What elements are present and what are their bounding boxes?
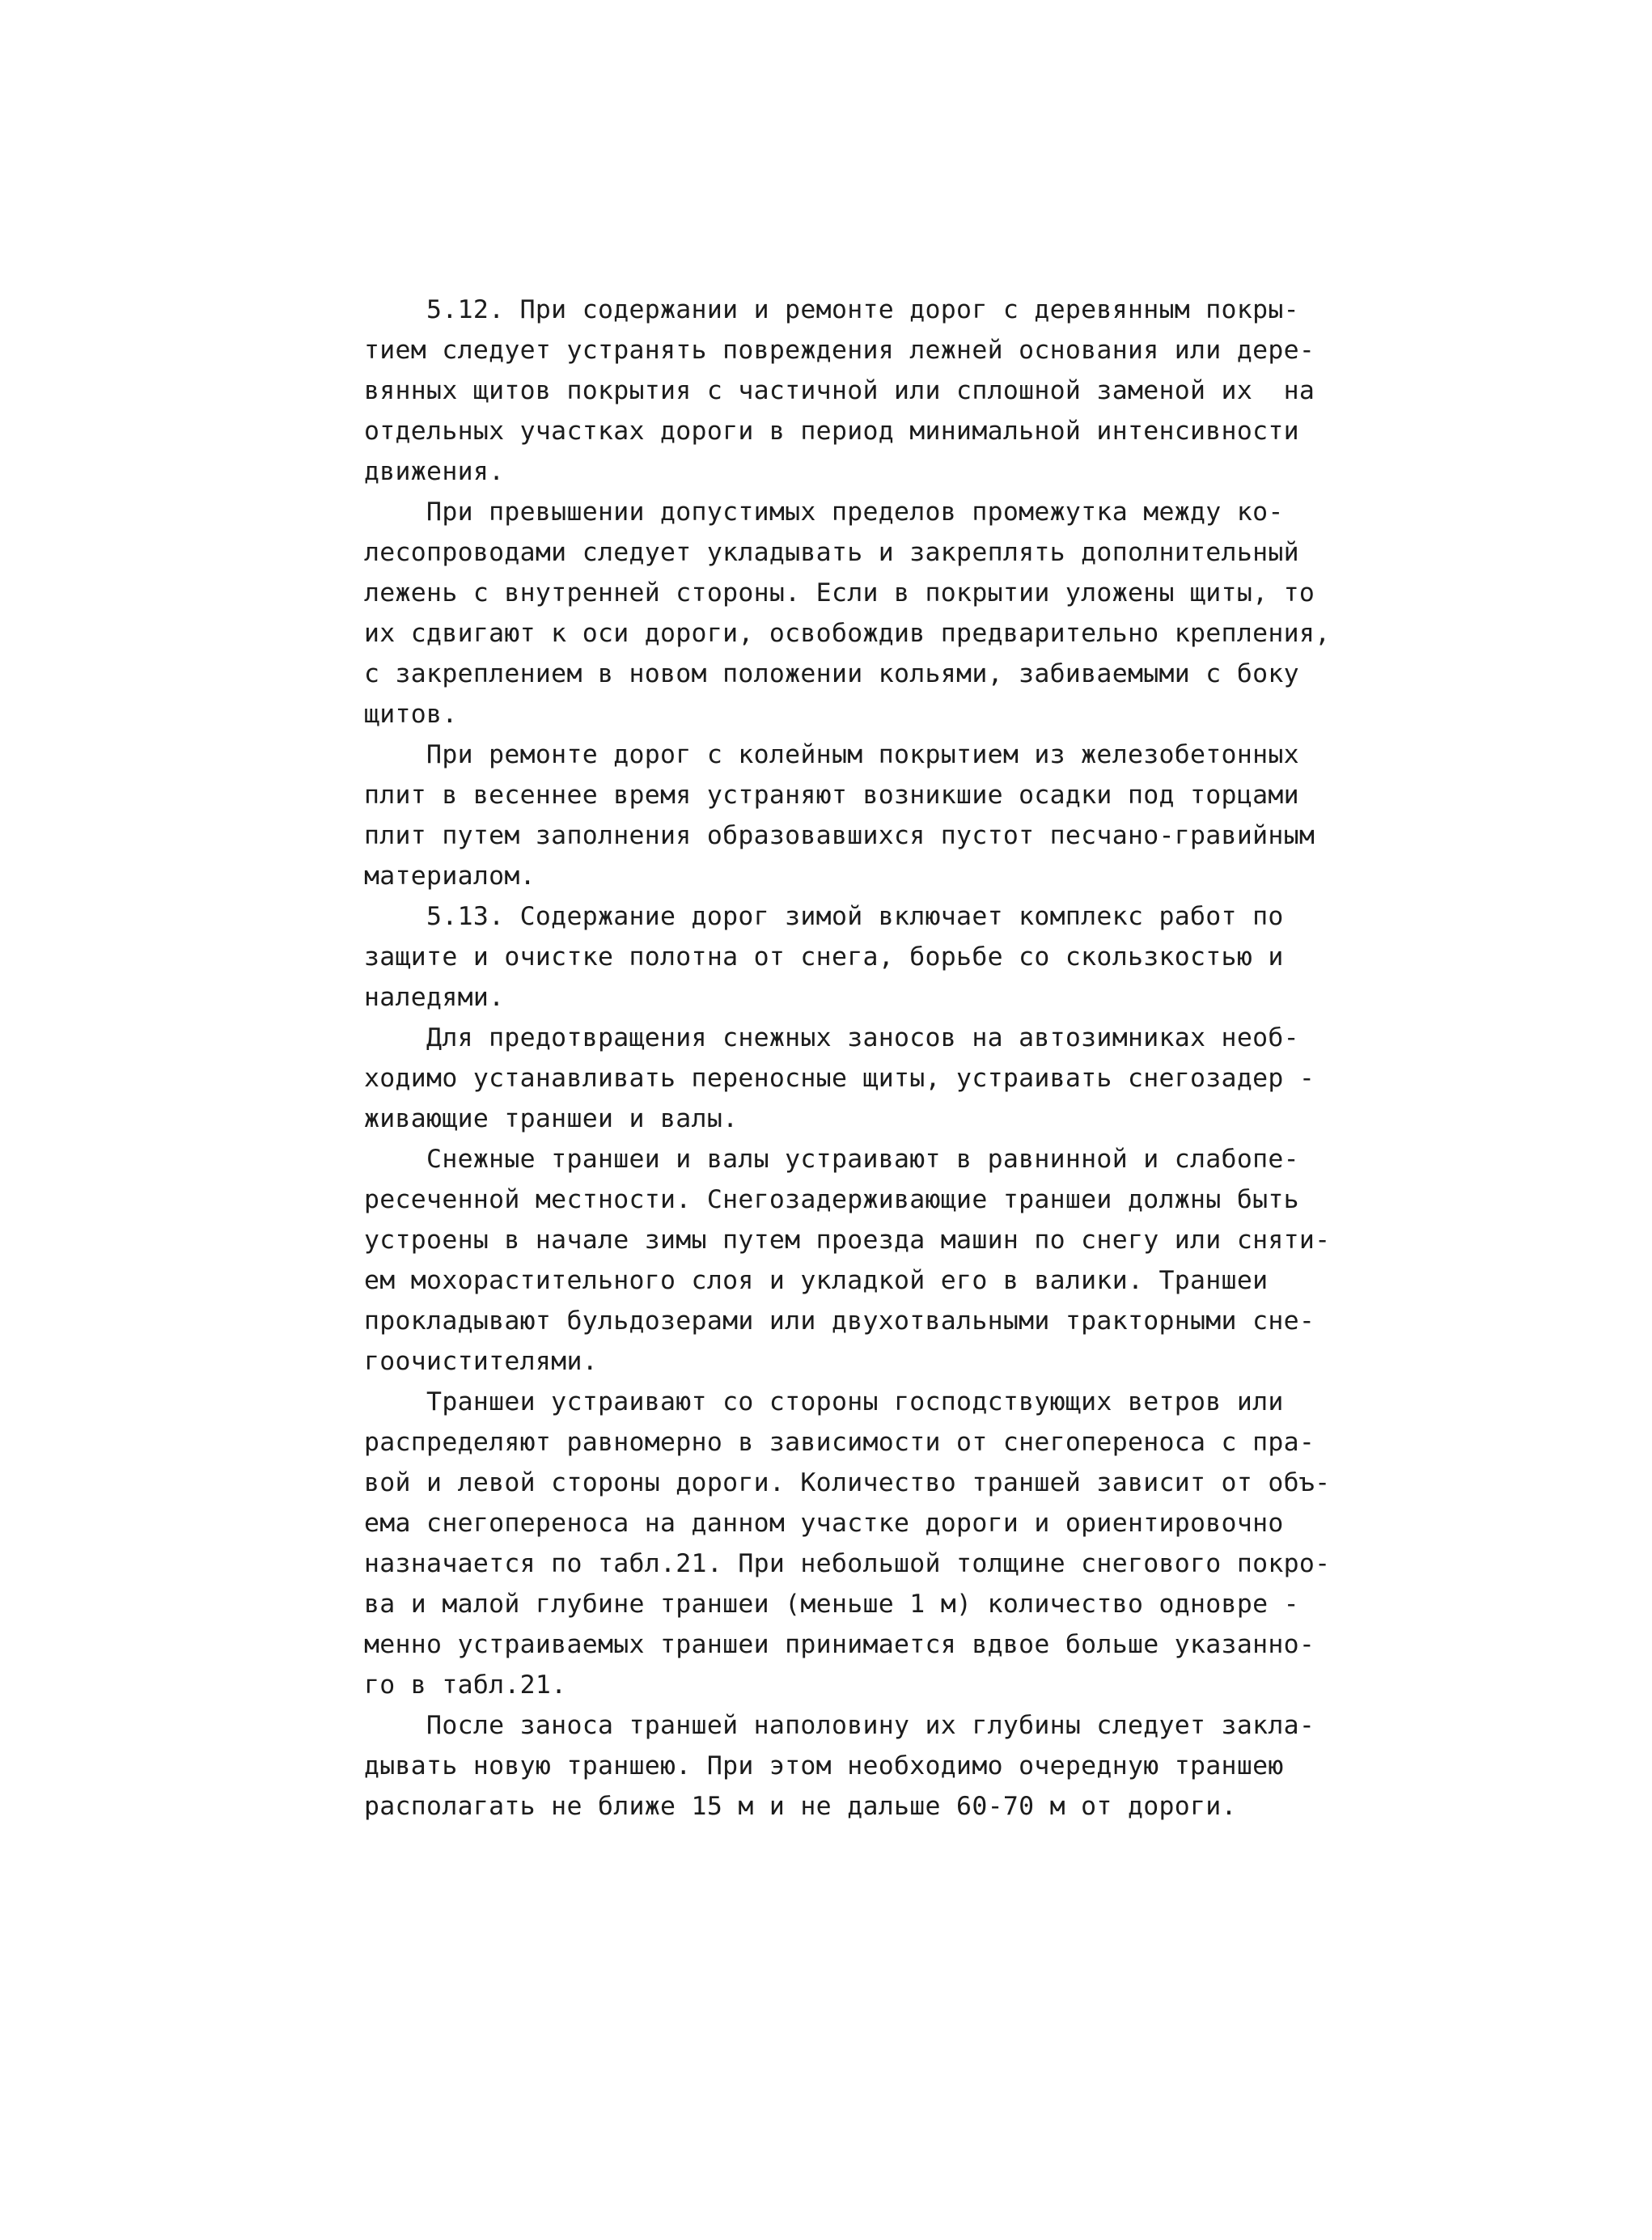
text-line: с закреплением в новом положении кольями, забиваемыми с боку: [364, 659, 1299, 688]
text-line: движения.: [364, 457, 505, 486]
text-line: менно устраиваемых траншеи принимается вдвое больше указанно-: [364, 1630, 1315, 1659]
paragraph: [364, 1139, 1383, 1382]
text-line: При превышении допустимых пределов промежутка между ко-: [364, 498, 1284, 527]
text-line: ресеченной местности. Снегозадерживающие траншеи должны быть: [364, 1185, 1299, 1214]
paragraph: [364, 896, 1383, 1018]
paragraph: [364, 1382, 1383, 1705]
paragraph: [364, 1705, 1383, 1827]
text-line: плит путем заполнения образовавшихся пустот песчано-гравийным: [364, 821, 1315, 850]
text-line: назначается по табл.21. При небольшой толщине снегового покро-: [364, 1549, 1331, 1578]
paragraph: [364, 492, 1383, 735]
text-line: располагать не ближе 15 м и не дальше 60-70 м от дороги.: [364, 1792, 1237, 1821]
text-line: их сдвигают к оси дороги, освобождив предварительно крепления,: [364, 619, 1331, 648]
text-line: устроены в начале зимы путем проезда машин по снегу или сняти-: [364, 1226, 1331, 1255]
text-line: При ремонте дорог с колейным покрытием из железобетонных: [364, 740, 1299, 769]
text-line: щитов.: [364, 700, 458, 729]
text-line: ходимо устанавливать переносные щиты, устраивать снегозадер -: [364, 1064, 1315, 1093]
text-line: материалом.: [364, 862, 536, 891]
text-line: вой и левой стороны дороги. Количество траншей зависит от объ-: [364, 1468, 1331, 1497]
text-line: ема снегопереноса на данном участке дороги и ориентировочно: [364, 1509, 1284, 1538]
text-line: После заноса траншей наполовину их глубины следует закла-: [364, 1711, 1315, 1740]
text-line: отдельных участках дороги в период минимальной интенсивности: [364, 417, 1299, 446]
paragraph: [364, 1018, 1383, 1139]
text-line: Снежные траншеи и валы устраивают в равнинной и слабопе-: [364, 1145, 1299, 1174]
text-line: плит в весеннее время устраняют возникшие осадки под торцами: [364, 781, 1299, 810]
text-line: прокладывают бульдозерами или двухотвальными тракторными сне-: [364, 1306, 1315, 1336]
paragraph: [364, 290, 1383, 492]
paragraph: [364, 735, 1383, 896]
text-line: распределяют равномерно в зависимости от снегопереноса с пра-: [364, 1428, 1315, 1457]
text-line: дывать новую траншею. При этом необходимо очередную траншею: [364, 1751, 1284, 1781]
text-line: лежень с внутренней стороны. Если в покрытии уложены щиты, то: [364, 578, 1315, 608]
text-line: го в табл.21.: [364, 1670, 567, 1700]
text-line: 5.13. Содержание дорог зимой включает комплекс работ по: [364, 902, 1284, 931]
text-line: живающие траншеи и валы.: [364, 1104, 739, 1133]
text-line: ва и малой глубине траншеи (меньше 1 м) количество одновре -: [364, 1590, 1299, 1619]
text-line: вянных щитов покрытия с частичной или сплошной заменой их на: [364, 376, 1315, 405]
body-text: [364, 290, 1383, 1827]
text-line: 5.12. При содержании и ремонте дорог с деревянным покры-: [364, 295, 1299, 324]
text-line: наледями.: [364, 983, 505, 1012]
text-line: защите и очистке полотна от снега, борьбе со скользкостью и: [364, 942, 1284, 972]
text-line: Для предотвращения снежных заносов на автозимниках необ-: [364, 1023, 1299, 1052]
text-line: гоочистителями.: [364, 1347, 598, 1376]
text-line: лесопроводами следует укладывать и закреплять дополнительный: [364, 538, 1299, 567]
text-line: тием следует устранять повреждения лежней основания или дере-: [364, 336, 1315, 365]
text-line: Траншеи устраивают со стороны господствующих ветров или: [364, 1387, 1284, 1416]
text-line: ем мохорастительного слоя и укладкой его в валики. Траншеи: [364, 1266, 1269, 1295]
